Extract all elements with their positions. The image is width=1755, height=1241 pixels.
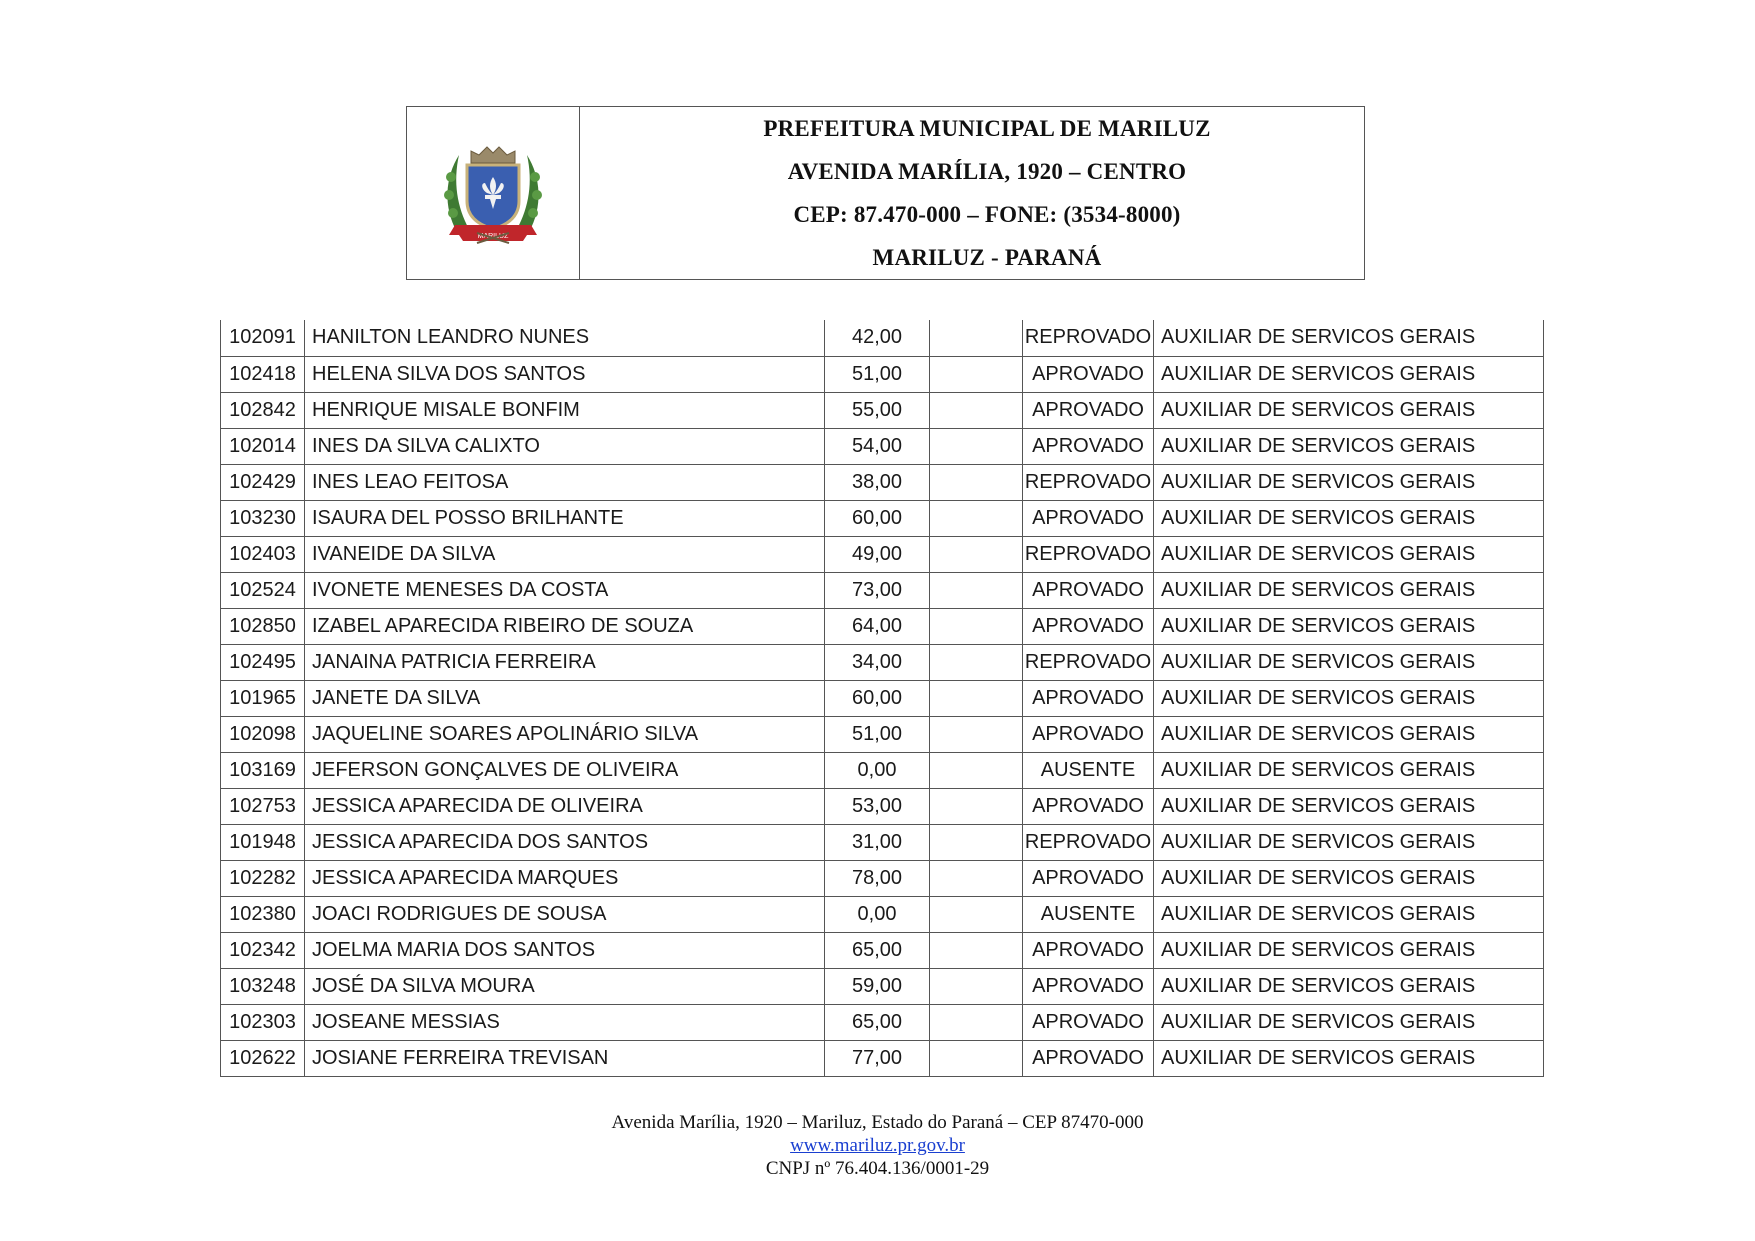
table-row	[221, 788, 1544, 824]
candidate-name-cell: INES DA SILVA CALIXTO	[305, 428, 825, 464]
footer-address: Avenida Marília, 1920 – Mariluz, Estado do Paraná – CEP 87470-000	[611, 1112, 1144, 1133]
role-cell: AUXILIAR DE SERVICOS GERAIS	[1154, 572, 1544, 608]
candidate-id-cell: 102342	[221, 932, 305, 968]
candidate-name-cell: IZABEL APARECIDA RIBEIRO DE SOUZA	[305, 608, 825, 644]
table-row	[221, 572, 1544, 608]
crest-cell	[407, 107, 580, 279]
table-row	[221, 932, 1544, 968]
status-cell: APROVADO	[1023, 356, 1154, 392]
role-cell: AUXILIAR DE SERVICOS GERAIS	[1154, 824, 1544, 860]
status-cell: REPROVADO	[1023, 644, 1154, 680]
status-cell: APROVADO	[1023, 500, 1154, 536]
blank-cell	[930, 824, 1023, 860]
score-cell: 60,00	[825, 680, 930, 716]
candidate-id-cell: 102091	[221, 320, 305, 356]
status-cell: APROVADO	[1023, 788, 1154, 824]
status-cell: APROVADO	[1023, 860, 1154, 896]
status-cell: APROVADO	[1023, 1040, 1154, 1076]
blank-cell	[930, 356, 1023, 392]
table-row	[221, 392, 1544, 428]
candidate-id-cell: 101965	[221, 680, 305, 716]
candidate-name-cell: HANILTON LEANDRO NUNES	[305, 320, 825, 356]
table-row	[221, 320, 1544, 356]
role-cell: AUXILIAR DE SERVICOS GERAIS	[1154, 428, 1544, 464]
role-cell: AUXILIAR DE SERVICOS GERAIS	[1154, 932, 1544, 968]
blank-cell	[930, 1004, 1023, 1040]
score-cell: 0,00	[825, 752, 930, 788]
table-row	[221, 1004, 1544, 1040]
status-cell: APROVADO	[1023, 1004, 1154, 1040]
score-cell: 31,00	[825, 824, 930, 860]
candidate-name-cell: JESSICA APARECIDA DE OLIVEIRA	[305, 788, 825, 824]
table-row	[221, 536, 1544, 572]
candidate-name-cell: JOSÉ DA SILVA MOURA	[305, 968, 825, 1004]
score-cell: 60,00	[825, 500, 930, 536]
candidate-id-cell: 102098	[221, 716, 305, 752]
letterhead	[406, 106, 1365, 280]
blank-cell	[930, 860, 1023, 896]
role-cell: AUXILIAR DE SERVICOS GERAIS	[1154, 968, 1544, 1004]
footer-website-link[interactable]: www.mariluz.pr.gov.br	[790, 1135, 965, 1156]
blank-cell	[930, 572, 1023, 608]
table-row	[221, 428, 1544, 464]
crest-ribbon-text: MARILUZ	[477, 233, 509, 240]
candidate-id-cell: 102380	[221, 896, 305, 932]
score-cell: 49,00	[825, 536, 930, 572]
role-cell: AUXILIAR DE SERVICOS GERAIS	[1154, 464, 1544, 500]
status-cell: APROVADO	[1023, 932, 1154, 968]
table-row	[221, 716, 1544, 752]
blank-cell	[930, 392, 1023, 428]
candidate-id-cell: 102753	[221, 788, 305, 824]
candidate-id-cell: 102622	[221, 1040, 305, 1076]
status-cell: AUSENTE	[1023, 752, 1154, 788]
status-cell: AUSENTE	[1023, 896, 1154, 932]
blank-cell	[930, 320, 1023, 356]
blank-cell	[930, 932, 1023, 968]
candidate-id-cell: 102429	[221, 464, 305, 500]
blank-cell	[930, 716, 1023, 752]
status-cell: APROVADO	[1023, 716, 1154, 752]
role-cell: AUXILIAR DE SERVICOS GERAIS	[1154, 608, 1544, 644]
status-cell: APROVADO	[1023, 392, 1154, 428]
status-cell: APROVADO	[1023, 428, 1154, 464]
table-row	[221, 644, 1544, 680]
status-cell: REPROVADO	[1023, 320, 1154, 356]
table-row	[221, 1040, 1544, 1076]
table-row	[221, 968, 1544, 1004]
table-row	[221, 860, 1544, 896]
score-cell: 51,00	[825, 716, 930, 752]
role-cell: AUXILIAR DE SERVICOS GERAIS	[1154, 680, 1544, 716]
candidate-id-cell: 102418	[221, 356, 305, 392]
letterhead-text	[580, 107, 1364, 279]
role-cell: AUXILIAR DE SERVICOS GERAIS	[1154, 644, 1544, 680]
score-cell: 55,00	[825, 392, 930, 428]
score-cell: 42,00	[825, 320, 930, 356]
candidate-name-cell: IVONETE MENESES DA COSTA	[305, 572, 825, 608]
role-cell: AUXILIAR DE SERVICOS GERAIS	[1154, 320, 1544, 356]
blank-cell	[930, 1040, 1023, 1076]
blank-cell	[930, 644, 1023, 680]
candidate-name-cell: JEFERSON GONÇALVES DE OLIVEIRA	[305, 752, 825, 788]
candidate-name-cell: JOACI RODRIGUES DE SOUSA	[305, 896, 825, 932]
status-cell: REPROVADO	[1023, 464, 1154, 500]
role-cell: AUXILIAR DE SERVICOS GERAIS	[1154, 860, 1544, 896]
candidate-id-cell: 103230	[221, 500, 305, 536]
candidate-id-cell: 102495	[221, 644, 305, 680]
role-cell: AUXILIAR DE SERVICOS GERAIS	[1154, 896, 1544, 932]
footer-cnpj: CNPJ nº 76.404.136/0001-29	[765, 1158, 990, 1179]
results-table-body	[221, 320, 1544, 1076]
blank-cell	[930, 536, 1023, 572]
candidate-id-cell: 103248	[221, 968, 305, 1004]
blank-cell	[930, 608, 1023, 644]
candidate-name-cell: IVANEIDE DA SILVA	[305, 536, 825, 572]
candidate-id-cell: 102282	[221, 860, 305, 896]
candidate-id-cell: 102403	[221, 536, 305, 572]
score-cell: 65,00	[825, 932, 930, 968]
candidate-name-cell: JAQUELINE SOARES APOLINÁRIO SILVA	[305, 716, 825, 752]
role-cell: AUXILIAR DE SERVICOS GERAIS	[1154, 1004, 1544, 1040]
score-cell: 65,00	[825, 1004, 930, 1040]
status-cell: REPROVADO	[1023, 824, 1154, 860]
role-cell: AUXILIAR DE SERVICOS GERAIS	[1154, 356, 1544, 392]
blank-cell	[930, 968, 1023, 1004]
coat-of-arms-icon	[437, 137, 549, 249]
blank-cell	[930, 500, 1023, 536]
page-footer	[0, 1111, 1755, 1180]
candidate-id-cell: 101948	[221, 824, 305, 860]
candidate-name-cell: JESSICA APARECIDA MARQUES	[305, 860, 825, 896]
municipality-name: PREFEITURA MUNICIPAL DE MARILUZ	[763, 116, 1211, 141]
score-cell: 78,00	[825, 860, 930, 896]
score-cell: 34,00	[825, 644, 930, 680]
candidate-id-cell: 102842	[221, 392, 305, 428]
candidate-name-cell: HELENA SILVA DOS SANTOS	[305, 356, 825, 392]
candidate-id-cell: 102303	[221, 1004, 305, 1040]
table-row	[221, 752, 1544, 788]
status-cell: APROVADO	[1023, 572, 1154, 608]
candidate-name-cell: JOSIANE FERREIRA TREVISAN	[305, 1040, 825, 1076]
candidate-name-cell: JESSICA APARECIDA DOS SANTOS	[305, 824, 825, 860]
candidate-id-cell: 103169	[221, 752, 305, 788]
table-row	[221, 896, 1544, 932]
table-row	[221, 680, 1544, 716]
table-row	[221, 356, 1544, 392]
role-cell: AUXILIAR DE SERVICOS GERAIS	[1154, 788, 1544, 824]
postal-and-phone: CEP: 87.470-000 – FONE: (3534-8000)	[793, 202, 1181, 227]
role-cell: AUXILIAR DE SERVICOS GERAIS	[1154, 536, 1544, 572]
score-cell: 38,00	[825, 464, 930, 500]
blank-cell	[930, 752, 1023, 788]
blank-cell	[930, 680, 1023, 716]
results-table	[220, 320, 1544, 1077]
candidate-name-cell: INES LEAO FEITOSA	[305, 464, 825, 500]
candidate-id-cell: 102524	[221, 572, 305, 608]
table-row	[221, 464, 1544, 500]
blank-cell	[930, 788, 1023, 824]
role-cell: AUXILIAR DE SERVICOS GERAIS	[1154, 716, 1544, 752]
street-address: AVENIDA MARÍLIA, 1920 – CENTRO	[787, 159, 1187, 184]
candidate-id-cell: 102850	[221, 608, 305, 644]
score-cell: 64,00	[825, 608, 930, 644]
candidate-name-cell: JANETE DA SILVA	[305, 680, 825, 716]
score-cell: 53,00	[825, 788, 930, 824]
candidate-name-cell: JOELMA MARIA DOS SANTOS	[305, 932, 825, 968]
candidate-name-cell: JOSEANE MESSIAS	[305, 1004, 825, 1040]
score-cell: 51,00	[825, 356, 930, 392]
role-cell: AUXILIAR DE SERVICOS GERAIS	[1154, 392, 1544, 428]
score-cell: 0,00	[825, 896, 930, 932]
score-cell: 77,00	[825, 1040, 930, 1076]
role-cell: AUXILIAR DE SERVICOS GERAIS	[1154, 1040, 1544, 1076]
score-cell: 54,00	[825, 428, 930, 464]
status-cell: APROVADO	[1023, 968, 1154, 1004]
blank-cell	[930, 896, 1023, 932]
candidate-name-cell: HENRIQUE MISALE BONFIM	[305, 392, 825, 428]
score-cell: 73,00	[825, 572, 930, 608]
status-cell: REPROVADO	[1023, 536, 1154, 572]
city-state: MARILUZ - PARANÁ	[872, 245, 1102, 270]
candidate-name-cell: JANAINA PATRICIA FERREIRA	[305, 644, 825, 680]
table-row	[221, 608, 1544, 644]
role-cell: AUXILIAR DE SERVICOS GERAIS	[1154, 752, 1544, 788]
score-cell: 59,00	[825, 968, 930, 1004]
candidate-name-cell: ISAURA DEL POSSO BRILHANTE	[305, 500, 825, 536]
candidate-id-cell: 102014	[221, 428, 305, 464]
blank-cell	[930, 464, 1023, 500]
table-row	[221, 824, 1544, 860]
status-cell: APROVADO	[1023, 608, 1154, 644]
blank-cell	[930, 428, 1023, 464]
table-row	[221, 500, 1544, 536]
role-cell: AUXILIAR DE SERVICOS GERAIS	[1154, 500, 1544, 536]
status-cell: APROVADO	[1023, 680, 1154, 716]
